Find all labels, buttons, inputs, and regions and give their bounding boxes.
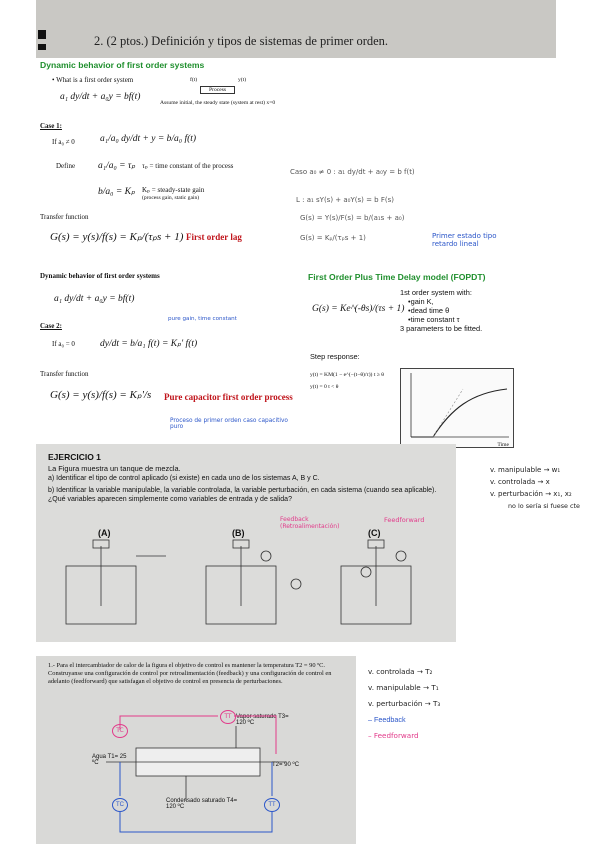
tank-diagrams <box>36 536 456 642</box>
ej2-note: v. perturbación → T₃ <box>368 699 441 708</box>
block-in: f(t) <box>190 77 198 83</box>
ej2-notes <box>368 664 440 744</box>
fopdt-desc-line: •time constant τ <box>408 315 460 324</box>
ej1-pink-feedforward: Feedforward <box>384 516 425 524</box>
ej1-b: b) Identificar la variable manipulable, la variable controlada, la variable perturbación, en cada sistema (cuando sea aplicable). ¿Qué variables aparecen simplemente como variables de entrada y de salida? <box>48 487 437 503</box>
ej1-label-c: (C) <box>368 528 381 538</box>
sec2-ode: a₁ dy/dt + a₀y = bf(t) <box>54 294 135 304</box>
hand-line1: Caso a₀ ≠ 0 : a₁ dy/dt + a₀y = b f(t) <box>290 168 415 176</box>
sec2-title: Dynamic behavior of first order systems <box>40 272 160 280</box>
hand-line4: G(s) = Kₚ/(τₚs + 1) <box>300 234 366 242</box>
fopdt-tf: G(s) = Ke^(-θs)/(τs + 1) <box>312 304 405 314</box>
case1-eq: a₁/a₀ dy/dt + y = b/a₀ f(t) <box>100 134 197 144</box>
ej1-intro: La Figura muestra un tanque de mezcla. <box>48 464 181 473</box>
plot-axis-label: Time <box>497 442 509 448</box>
ej2-cond: Condensado saturado T4= 120 ºC <box>166 798 238 810</box>
tag-tc-ff: TC <box>112 724 128 738</box>
hand-note: Primer estado tipo retardo lineal <box>432 232 497 248</box>
ej1-label-a: (A) <box>98 528 111 538</box>
ej1-pink-feedback: Feedback (Retroalimentación) <box>280 516 340 530</box>
fopdt-desc-line: •gain K, <box>408 297 434 306</box>
step-curve <box>401 369 513 447</box>
hand-line3: G(s) = Y(s)/F(s) = b/(a₁s + a₀) <box>300 214 405 222</box>
ej1-note: v. manipulable → w₁ <box>490 466 561 474</box>
fopdt-desc-line: 3 parameters to be fitted. <box>400 324 483 333</box>
def2-sub: (process gain, static gain) <box>142 195 200 201</box>
heat-exchanger-diagram <box>36 656 356 844</box>
step-label: Step response: <box>310 352 360 361</box>
binding-mark <box>38 30 46 39</box>
tf-name: First order lag <box>186 232 242 242</box>
header-photo <box>36 0 556 58</box>
tag-tt-fb: TT <box>264 798 280 812</box>
gain-note: pure gain, time constant <box>168 316 237 322</box>
step-eq2: y(t) = 0 t < θ <box>310 384 339 390</box>
sec1-title: Dynamic behavior of first order systems <box>40 60 205 70</box>
ej2-note: – Feedforward <box>368 731 419 740</box>
tf2-name: Pure capacitor first order process <box>164 392 293 402</box>
fopdt-desc <box>400 288 482 333</box>
exercise2-photo <box>36 656 356 844</box>
case2-note: Proceso de primer orden caso capacitivo puro <box>170 418 288 430</box>
def2-text: Kₚ = steady-state gain <box>142 186 205 194</box>
sec1-ode: a₁ dy/dt + a₀y = bf(t) <box>60 92 141 102</box>
case1-label: Case 1: <box>40 122 62 130</box>
case1-cond: If a₀ ≠ 0 <box>52 138 75 146</box>
fopdt-title: First Order Plus Time Delay model (FOPDT) <box>308 272 486 282</box>
sec1-bullet: • What is a first order system <box>52 76 134 84</box>
ej1-label-b: (B) <box>232 528 245 538</box>
step-eq1: y(t) = KM(1 − e^(−(t−θ)/τ)) t ≥ θ <box>310 372 384 378</box>
hand-line2: L : a₁ sY(s) + a₀Y(s) = b F(s) <box>296 196 394 204</box>
ej2-note: – Feedback <box>368 715 406 724</box>
ej2-note: v. controlada → T₂ <box>368 667 433 676</box>
ej1-a: a) Identificar el tipo de control aplicado (si existe) en cada uno de los sistemas A, B y C. <box>48 475 320 482</box>
def2-eq: b/a₀ = Kₚ <box>98 187 136 197</box>
fopdt-desc-line: 1st order system with: <box>400 288 472 297</box>
case2-cond: If a₀ = 0 <box>52 340 75 348</box>
tf2-eq: G(s) = y(s)/f(s) = Kₚ'/s <box>50 389 152 401</box>
binding-mark <box>38 44 46 50</box>
ej2-text: 1.- Para el intercambiador de calor de la figura el objetivo de control es mantener la temperatura T2 = 90 ºC. Construyanse una configuración de control por retroalimentación (feedback) y una configuración de control en adelanto (feedforward) que satisfagan el objetivo de control en presencia de perturbaciones. <box>48 662 332 685</box>
header-title: 2. (2 ptos.) Definición y tipos de sistemas de primer orden. <box>94 34 389 48</box>
ej1-note: v. perturbación → x₁, x₂ <box>490 490 572 498</box>
tf-eq: G(s) = y(s)/f(s) = Kₚ/(τₚs + 1) <box>50 231 184 243</box>
tag-tc-fb: TC <box>112 798 128 812</box>
ej2-agua: Agua T1= 25 ºC <box>92 754 127 766</box>
ej2-note: v. manipulable → T₁ <box>368 683 439 692</box>
block-out: y(t) <box>238 77 247 83</box>
ej1-title: EJERCICIO 1 <box>48 452 101 462</box>
exercise1-photo <box>36 444 456 642</box>
def1-text: τₚ = time constant of the process <box>142 162 234 170</box>
tf-label: Transfer function <box>40 213 89 221</box>
bullet-text: What is a first order system <box>56 76 134 84</box>
process-block: Process <box>200 86 235 94</box>
ej2-t2: T2= 90 ºC <box>272 762 300 768</box>
fopdt-desc-line: •dead time θ <box>408 306 450 315</box>
ej1-note: no lo sería si fuese cte <box>508 502 580 510</box>
ej1-notes <box>490 464 595 512</box>
def1-eq: a₁/a₀ = τₚ <box>98 161 136 171</box>
case2-label: Case 2: <box>40 322 62 330</box>
tag-tt-ff: TT <box>220 710 236 724</box>
block-note: Assume initial, the steady state (system at rest) x=0 <box>160 100 276 106</box>
step-response-plot <box>400 368 514 448</box>
define-label: Define <box>56 162 76 170</box>
ej2-vapor: Vapor saturado T3= 120 ºC <box>236 714 289 726</box>
ej1-note: v. controlada → x <box>490 478 550 486</box>
tf2-label: Transfer function <box>40 370 89 378</box>
case2-eq: dy/dt = b/a₁ f(t) = Kₚ' f(t) <box>100 339 198 349</box>
